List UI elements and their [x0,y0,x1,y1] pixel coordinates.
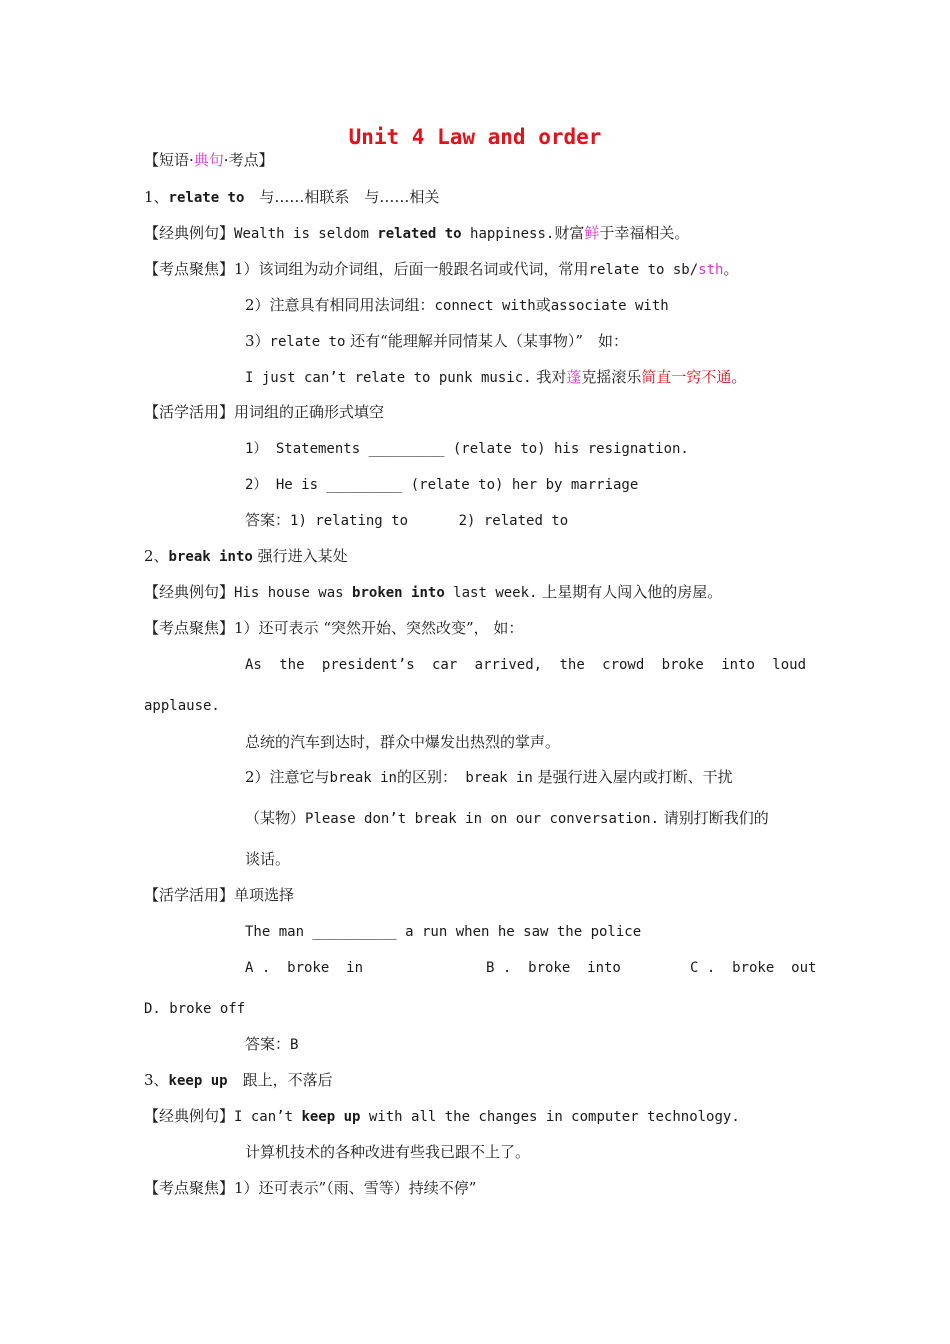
focus-line-3: （某物）Please don’t break in on our conversation. 请别打断我们的 [245,809,769,827]
practice-line: 【活学活用】单项选择 [144,886,295,904]
focus-line-2: 2）注意具有相同用法词组：connect with或associate with [245,296,669,314]
practice-line: 【活学活用】用词组的正确形式填空 [144,403,385,421]
header-close: ·考点】 [223,151,274,169]
item-2-heading: 2、break into 强行进入某处 [144,547,348,565]
item-number: 1、 [144,188,169,206]
answer-line [245,510,568,531]
item-3-heading: 3、keep up 跟上，不落后 [144,1071,333,1089]
answer-text: 1) relating to 2) related to [290,513,569,529]
page-title: Unit 4 Law and order [348,125,602,149]
example-label: 【经典例句】 [144,224,235,242]
example-line: 【经典例句】His house was broken into last week. 上星期有人闯入他的房屋。 [144,583,723,601]
item-phrase: relate to [168,190,245,206]
header-open: 【短语· [144,151,194,169]
item-1-heading [144,187,439,208]
option-a: A . broke in [245,960,364,976]
focus-line-1: 【考点聚焦】1）还可表示 “突然开始、突然改变”， 如： [144,619,524,637]
focus-line-1: 【考点聚焦】1）还可表示”（雨、雪等）持续不停” [144,1179,477,1197]
focus-label: 【考点聚焦】 [144,260,235,278]
focus-line-1: 【考点聚焦】1）该词组为动介词组，后面一般跟名词或代词，常用relate to sb/sth。 [144,260,739,278]
option-c: C . broke out [690,960,817,976]
section-header [144,150,274,170]
question-2: 2） He is _________ (relate to) her by marriage [245,477,639,493]
example-line: 【经典例句】I can’t keep up with all the changes in computer technology. [144,1107,740,1125]
option-b: B . broke into [486,960,621,976]
example-line: 【经典例句】Wealth is seldom related to happiness.财富鲜于幸福相关。 [144,224,690,242]
answer-line: 答案：B [245,1035,299,1053]
focus-example-zh: 总统的汽车到达时，群众中爆发出热烈的掌声。 [245,733,561,751]
header-mid: 典句 [193,151,224,169]
question: The man __________ a run when he saw the police [245,924,642,940]
answer-label: 答案： [245,511,291,529]
focus-line-2: 2）注意它与break in的区别： break in 是强行进入屋内或打断、干扰 [245,768,733,786]
question-1: 1） Statements _________ (relate to) his resignation. [245,441,689,457]
focus-example-en-cont: applause. [144,698,220,714]
item-meaning: 与……相联系 与……相关 [259,188,440,206]
focus-example: I just can’t relate to punk music. 我对蓬克摇滚乐简直一窍不通。 [245,368,747,386]
option-d: D. broke off [144,1001,246,1017]
focus-line-3: 3）relate to 还有“能理解并同情某人（某事物）” 如： [245,332,629,350]
practice-label: 【活学活用】 [144,403,235,421]
focus-line-3-cont: 谈话。 [245,850,291,868]
focus-example-en: As the president’s car arrived, the crowd broke into loud [245,657,806,673]
example-translation: 计算机技术的各种改进有些我已跟不上了。 [245,1143,531,1161]
